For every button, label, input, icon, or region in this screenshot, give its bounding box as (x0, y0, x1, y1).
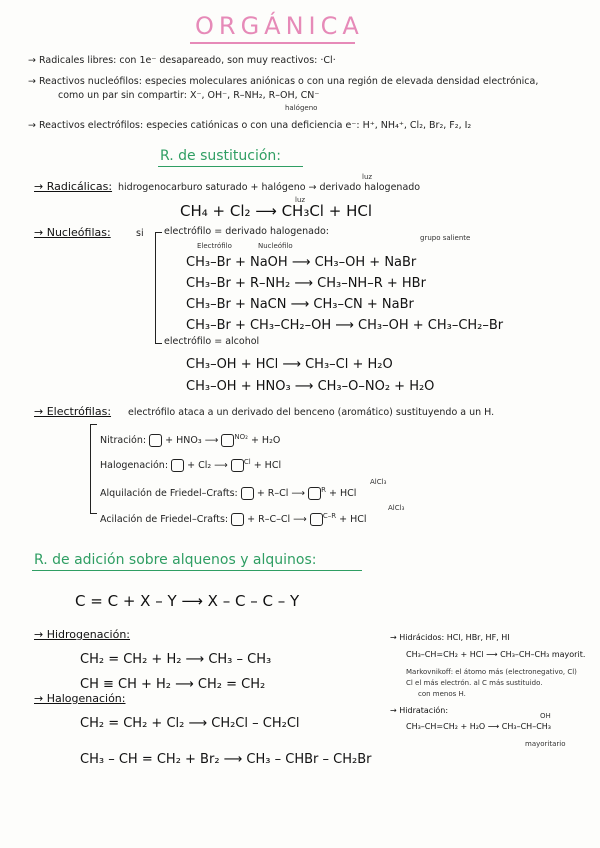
acilacion-row (100, 512, 367, 526)
halogeno-tag: halógeno (285, 104, 318, 112)
markovnikoff-2: Cl el más electrón. al C más sustituido. (406, 679, 543, 687)
nucleofila-eq-4: CH₃–Br + CH₃–CH₂–OH ⟶ CH₃–OH + CH₃–CH₂–Br (186, 318, 504, 333)
benzene-icon (231, 513, 244, 526)
hidratacion-oh: OH (540, 712, 551, 720)
nitracion-eq: + HNO₃ ⟶ (165, 435, 219, 447)
def-electrofilos: → Reactivos electrófilos: especies catiónicas o con una deficiencia e⁻: H⁺, NH₄⁺, Cl₂, Br₂, F₂, I₂ (28, 120, 472, 131)
benzene-icon (171, 459, 184, 472)
def-radicales: → Radicales libres: con 1e⁻ desapareado, son muy reactivos: ·Cl· (28, 55, 336, 66)
nucleofila-eq-2: CH₃–Br + R–NH₂ ⟶ CH₃–NH–R + HBr (186, 276, 426, 291)
alquilacion-eq: + R–Cl ⟶ (256, 488, 306, 500)
sustitucion-underline (158, 166, 303, 167)
tag-grupo-saliente: grupo saliente (420, 234, 471, 242)
mayoritario-label: mayoritario (525, 740, 566, 748)
alcohol-eq-1: CH₃–OH + HCl ⟶ CH₃–Cl + H₂O (186, 357, 393, 372)
electrofilas-text: electrófilo ataca a un derivado del benceno (aromático) sustituyendo a un H. (128, 407, 495, 418)
markovnikoff-1: Markovnikoff: el átomo más (electronegativo, Cl) (406, 668, 577, 676)
nucleofilas-label: → Nucleófilas: (34, 226, 111, 239)
benzene-icon (221, 434, 234, 447)
luz-label: luz (362, 173, 373, 181)
halogenacion-label: → Halogenación: (34, 692, 126, 705)
alquilacion-prod: + HCl (329, 488, 357, 500)
catalizador-1: AlCl₃ (370, 478, 387, 486)
nucleofila-eq-1: CH₃–Br + NaOH ⟶ CH₃–OH + NaBr (186, 255, 417, 270)
halogenacion-sust-eq: + Cl₂ ⟶ (187, 460, 228, 472)
acilacion-label: Acilación de Friedel–Crafts: (100, 514, 229, 526)
benzene-icon (310, 513, 323, 526)
hidrogenacion-eq-2: CH ≡ CH + H₂ ⟶ CH₂ = CH₂ (80, 677, 266, 692)
hidracidos-list: HCl, HBr, HF, HI (446, 633, 510, 642)
acilacion-sub: C–R (322, 512, 337, 520)
nitracion-sub: NO₂ (234, 433, 248, 441)
hidracidos-row (390, 633, 510, 642)
hidracidos-label: → Hidrácidos: (390, 633, 445, 642)
adicion-heading: R. de adición sobre alquenos y alquinos: (34, 552, 317, 568)
halogenacion-sust-label: Halogenación: (100, 460, 169, 472)
alquilacion-label: Alquilación de Friedel–Crafts: (100, 488, 238, 500)
benzene-icon (231, 459, 244, 472)
nitracion-label: Nitración: (100, 435, 147, 447)
sustitucion-heading: R. de sustitución: (160, 148, 282, 164)
def-nucleofilos-2: como un par sin compartir: X⁻, OH⁻, R–NH₂, R–OH, CN⁻ (58, 90, 320, 101)
halogenacion-sust-sub: Cl (243, 458, 251, 466)
acilacion-prod: + HCl (339, 514, 367, 526)
catalizador-2: AlCl₃ (388, 504, 405, 512)
def-nucleofilos-1: → Reactivos nucleófilos: especies moleculares aniónicas o con una región de elevada densidad electrónica, (28, 76, 539, 87)
caso-alcohol: electrófilo = alcohol (164, 336, 260, 347)
nucleofila-eq-3: CH₃–Br + NaCN ⟶ CH₃–CN + NaBr (186, 297, 414, 312)
hidratacion-label: → Hidratación: (390, 706, 449, 715)
halogenacion-sust-prod: + HCl (253, 460, 282, 472)
hidratacion-eq: CH₃–CH=CH₂ + H₂O ⟶ CH₃–CH–CH₃ (406, 722, 552, 731)
benzene-icon (149, 434, 162, 447)
nitracion-prod: + H₂O (250, 435, 281, 447)
radicalicas-label: → Radicálicas: (34, 180, 113, 193)
tag-nucleofilo: Nucleófilo (258, 242, 293, 250)
acilacion-eq: + R–C–Cl ⟶ (247, 514, 307, 526)
radical-equation: CH₄ + Cl₂ ⟶ CH₃Cl + HCl (180, 202, 372, 220)
alquilacion-sub: R (321, 486, 326, 494)
adicion-underline (32, 570, 362, 571)
nitracion-row (100, 433, 280, 447)
si-label: si (136, 228, 144, 239)
alcohol-eq-2: CH₃–OH + HNO₃ ⟶ CH₃–O–NO₂ + H₂O (186, 379, 435, 394)
page-title: ORGÁNICA (195, 12, 364, 40)
caso-derivado-halogenado: electrófilo = derivado halogenado: (164, 226, 330, 237)
nucleofilas-brace (155, 232, 162, 344)
halogenacion-eq-1: CH₂ = CH₂ + Cl₂ ⟶ CH₂Cl – CH₂Cl (80, 716, 300, 731)
adicion-general-eq: C = C + X – Y ⟶ X – C – C – Y (75, 592, 300, 610)
hidracidos-eq: CH₃–CH=CH₂ + HCl ⟶ CH₃–CH–CH₃ mayorit. (406, 650, 586, 659)
electrofilas-brace (90, 424, 97, 514)
markovnikoff-3: con menos H. (418, 690, 466, 698)
benzene-icon (241, 487, 254, 500)
hidrogenacion-label: → Hidrogenación: (34, 628, 131, 641)
electrofilas-label: → Electrófilas: (34, 405, 112, 418)
radicalicas-text: hidrogenocarburo saturado + halógeno → derivado halogenado (118, 182, 421, 193)
alquilacion-row (100, 486, 356, 500)
benzene-icon (308, 487, 321, 500)
halogenacion-eq-2: CH₃ – CH = CH₂ + Br₂ ⟶ CH₃ – CHBr – CH₂Br (80, 752, 372, 767)
title-underline (190, 42, 355, 44)
hidrogenacion-eq-1: CH₂ = CH₂ + H₂ ⟶ CH₃ – CH₃ (80, 652, 272, 667)
luz-label-2: luz (295, 196, 306, 204)
halogenacion-row (100, 458, 281, 472)
tag-electrofilo: Electrófilo (197, 242, 232, 250)
